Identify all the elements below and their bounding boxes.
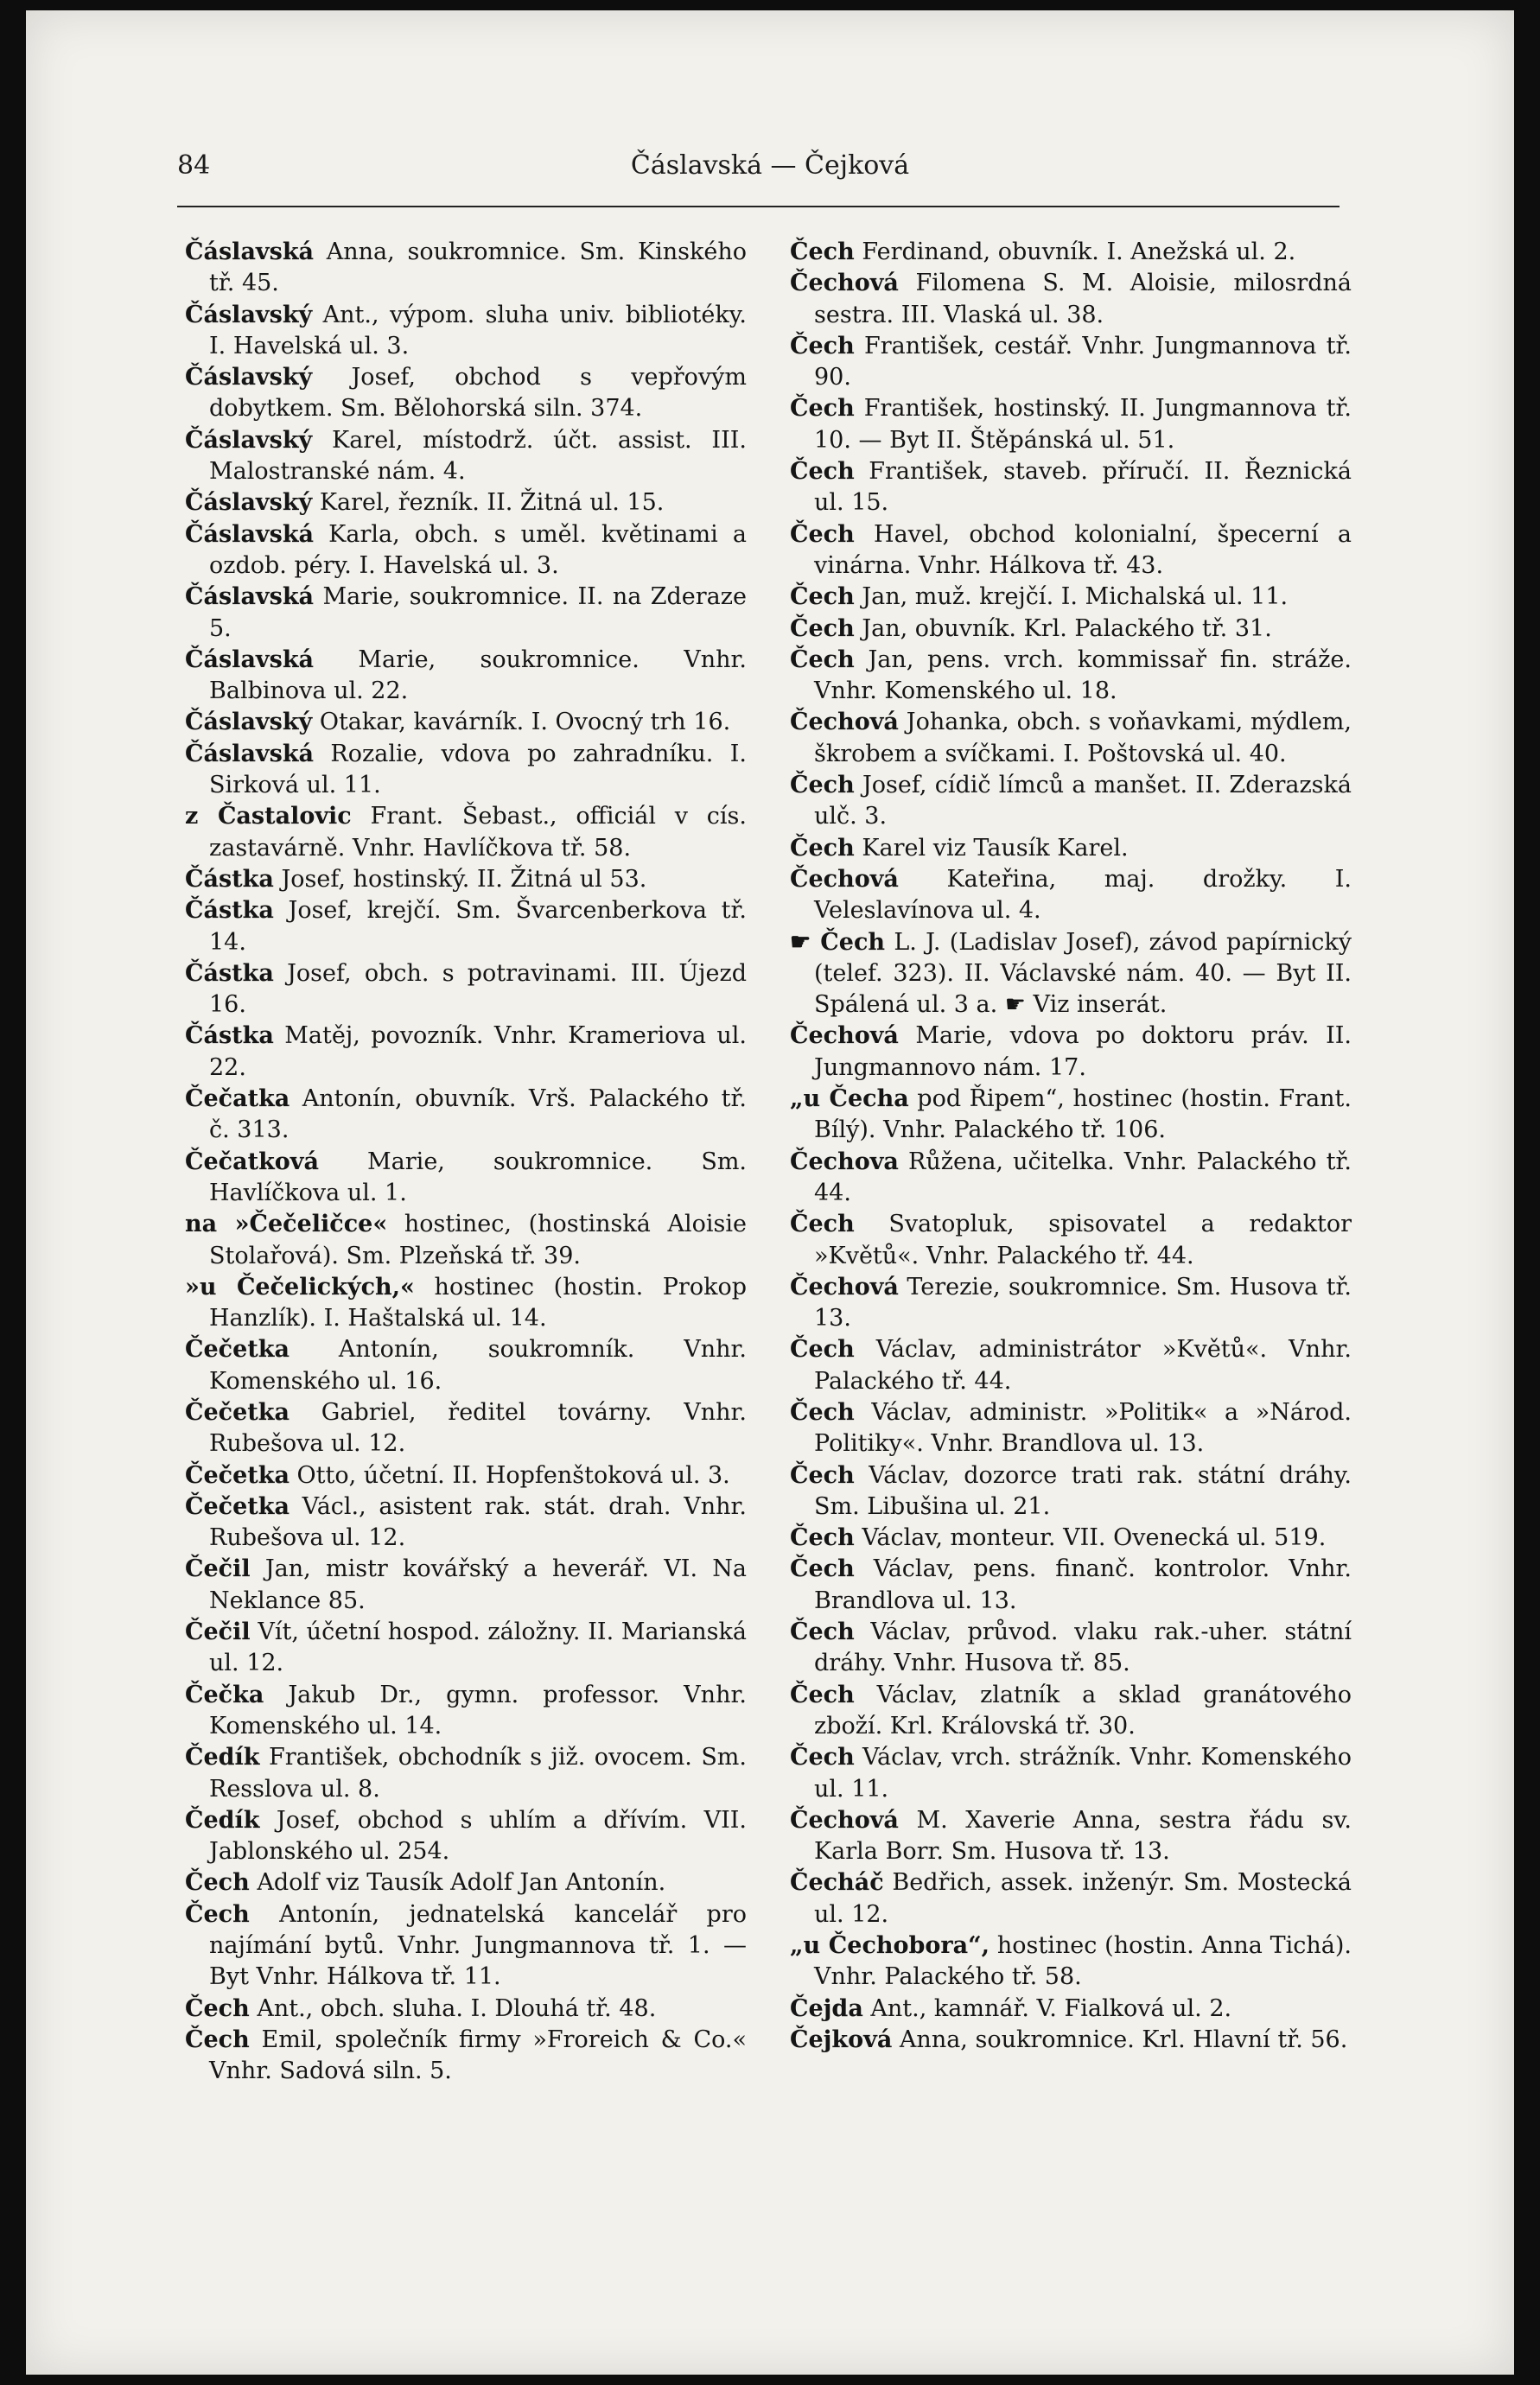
directory-entry	[185, 801, 747, 864]
directory-entry	[185, 1084, 747, 1147]
entry-details: hostinec (hostin. Anna Tichá). Vnhr. Palackého tř. 58.	[814, 1932, 1352, 1991]
entry-surname: Čech	[790, 1619, 855, 1646]
entry-surname: na »Čečeličce«	[185, 1211, 388, 1238]
directory-entry	[790, 1994, 1352, 2025]
entry-details: hostinec, (hostinská Aloisie Stolařová). Sm. Plzeňská tř. 39.	[209, 1211, 747, 1269]
entry-details: Jan, mistr kovářský a heverář. VI. Na Neklance 85.	[209, 1555, 747, 1614]
directory-entry	[185, 1272, 747, 1335]
directory-entry	[185, 864, 747, 895]
entry-details: Václ., asistent rak. stát. drah. Vnhr. Rubešova ul. 12.	[209, 1492, 747, 1552]
entry-surname: Čejda	[790, 1994, 863, 2022]
entry-surname: Čech	[790, 1555, 855, 1583]
entry-details: Ant., výpom. sluha univ. bibliotéky. I. Havelská ul. 3.	[209, 301, 747, 359]
entry-surname: Čech	[790, 1744, 855, 1771]
entry-surname: Čáslavský	[185, 301, 313, 328]
directory-entry	[790, 770, 1352, 833]
entry-surname: Čečatka	[185, 1085, 290, 1113]
entry-details: pod Řipem“, hostinec (hostin. Frant. Bílý). Vnhr. Palackého tř. 106.	[814, 1085, 1352, 1144]
directory-entry	[790, 582, 1352, 613]
entry-details: Josef, krejčí. Sm. Švarcenberkova tř. 14.	[209, 897, 747, 956]
entry-details: Anna, soukromnice. Sm. Kinského tř. 45.	[209, 238, 747, 297]
entry-surname: „u Čechobora“,	[790, 1932, 990, 1960]
entry-surname: Čechova	[790, 1148, 899, 1175]
entry-surname: Čáslavská	[185, 520, 315, 548]
entry-surname: Čech	[790, 772, 855, 799]
entry-surname: Čáslavský	[185, 364, 313, 391]
directory-entry	[790, 707, 1352, 770]
entry-surname: Čech	[185, 1994, 250, 2022]
directory-entry	[185, 1397, 747, 1460]
entry-details: Emil, společník firmy »Froreich & Co.« Vnhr. Sadová siln. 5.	[209, 2026, 747, 2085]
entry-surname: Čech	[790, 646, 855, 673]
directory-entry	[185, 1899, 747, 1994]
directory-entry	[185, 707, 747, 738]
entry-surname: Čechová	[790, 1806, 899, 1834]
directory-entry	[185, 1460, 747, 1491]
entry-surname: Čech	[790, 583, 855, 611]
entry-details: Karel, řezník. II. Žitná ul. 15.	[312, 489, 665, 517]
directory-entry	[790, 237, 1352, 268]
entry-surname: Čech	[790, 1211, 855, 1238]
directory-entry	[185, 1021, 747, 1084]
entry-details: Josef, obchod s vepřovým dobytkem. Sm. Bělohorská siln. 374.	[209, 364, 747, 423]
entry-surname: Čečetka	[185, 1461, 290, 1489]
running-title: Čáslavská — Čejková	[630, 150, 910, 181]
directory-entry	[185, 739, 747, 802]
directory-entry	[790, 1742, 1352, 1805]
left-column	[185, 237, 747, 2293]
entry-surname: Čečka	[185, 1681, 264, 1708]
directory-entry	[185, 1867, 747, 1898]
directory-entry	[790, 1523, 1352, 1554]
entry-surname: Čech	[790, 1336, 855, 1364]
directory-entry	[790, 519, 1352, 582]
entry-details: Marie, soukromnice. II. na Zderaze 5.	[209, 583, 747, 642]
entry-surname: z Častalovic	[185, 803, 352, 830]
entry-details: Ant., obch. sluha. I. Dlouhá tř. 48.	[249, 1994, 657, 2022]
entry-details: Václav, administrátor »Květů«. Vnhr. Palackého tř. 44.	[814, 1336, 1352, 1395]
entry-details: Karel viz Tausík Karel.	[854, 834, 1129, 862]
directory-entry	[790, 1867, 1352, 1930]
entry-details: Josef, obchod s uhlím a dřívím. VII. Jablonského ul. 254.	[209, 1806, 747, 1866]
entry-surname: Čechová	[790, 709, 899, 736]
entry-details: Václav, vrch. strážník. Vnhr. Komenského ul. 11.	[814, 1744, 1352, 1803]
directory-entry	[790, 1272, 1352, 1335]
entry-details: Růžena, učitelka. Vnhr. Palackého tř. 44.	[814, 1148, 1352, 1206]
entry-details: Václav, zlatník a sklad granátového zboží. Krl. Královská tř. 30.	[814, 1681, 1352, 1739]
entry-details: Antonín, jednatelská kancelář pro najímání bytů. Vnhr. Jungmannova tř. 1. — Byt Vnhr. Hálkova tř. 11.	[209, 1900, 747, 1991]
entry-details: Marie, vdova po doktoru práv. II. Jungmannovo nám. 17.	[814, 1022, 1352, 1081]
entry-surname: Čech	[790, 1461, 855, 1489]
entry-details: Ant., kamnář. V. Fialková ul. 2.	[862, 1994, 1232, 2022]
entry-surname: Čečetka	[185, 1492, 290, 1520]
directory-entry	[185, 582, 747, 645]
entry-details: Kateřina, maj. drožky. I. Veleslavínova ul. 4.	[814, 865, 1352, 925]
entry-surname: Čech	[185, 1900, 250, 1928]
entry-details: Havel, obchod kolonialní, špecerní a vinárna. Vnhr. Hálkova tř. 43.	[814, 520, 1352, 579]
entry-details: Gabriel, ředitel továrny. Vnhr. Rubešova ul. 12.	[209, 1398, 747, 1458]
entry-details: Antonín, obuvník. Vrš. Palackého tř. č. 313.	[209, 1085, 747, 1144]
directory-entry	[185, 1209, 747, 1272]
entry-details: Filomena S. M. Aloisie, milosrdná sestra. III. Vlaská ul. 38.	[814, 270, 1352, 328]
entry-surname: Čedík	[185, 1806, 260, 1834]
directory-entry	[185, 1805, 747, 1868]
page-number: 84	[177, 150, 211, 181]
entry-details: Václav, dozorce trati rak. státní dráhy. Sm. Libušina ul. 21.	[814, 1461, 1352, 1520]
entry-details: Terezie, soukromnice. Sm. Husova tř. 13.	[814, 1273, 1352, 1332]
entry-surname: Čech	[790, 332, 855, 359]
entry-details: Josef, cídič límců a manšet. II. Zderazská ulč. 3.	[814, 772, 1352, 830]
entry-surname: Částka	[185, 865, 274, 893]
entry-details: Václav, pens. finanč. kontrolor. Vnhr. Brandlova ul. 13.	[814, 1555, 1352, 1614]
entry-surname: Čechová	[790, 1273, 899, 1301]
entry-details: Vít, účetní hospod. záložny. II. Marianská ul. 12.	[209, 1619, 747, 1677]
directory-entry	[185, 1147, 747, 1210]
entry-details: Otto, účetní. II. Hopfenštoková ul. 3.	[289, 1461, 730, 1489]
entry-surname: Částka	[185, 897, 274, 925]
entry-details: Adolf viz Tausík Adolf Jan Antonín.	[249, 1869, 666, 1897]
directory-entry	[185, 519, 747, 582]
directory-entry	[185, 895, 747, 958]
entry-surname: Čechová	[790, 270, 899, 297]
entry-surname: Čedík	[185, 1744, 260, 1771]
directory-entry	[790, 1930, 1352, 1994]
directory-entry	[185, 1994, 747, 2025]
entry-details: František, cestář. Vnhr. Jungmannova tř. 90.	[814, 332, 1352, 391]
entry-details: Marie, soukromnice. Sm. Havlíčkova ul. 1.	[209, 1148, 747, 1206]
directory-entry	[790, 927, 1352, 1021]
entry-details: Antonín, soukromník. Vnhr. Komenského ul. 16.	[209, 1336, 747, 1395]
entry-details: František, staveb. příručí. II. Řeznická ul. 15.	[814, 458, 1352, 517]
directory-entry	[185, 958, 747, 1021]
directory-entry	[790, 1021, 1352, 1084]
entry-details: Matěj, povozník. Vnhr. Krameriova ul. 22.	[209, 1022, 747, 1081]
entry-surname: Čečil	[185, 1555, 251, 1583]
directory-entry	[790, 1334, 1352, 1397]
entry-surname: Čech	[790, 238, 855, 265]
directory-entry	[790, 1460, 1352, 1523]
entry-surname: Čáslavský	[185, 489, 313, 517]
directory-entry	[790, 833, 1352, 864]
entry-details: Marie, soukromnice. Vnhr. Balbinova ul. 22.	[209, 646, 747, 705]
entry-details: Karel, místodrž. účt. assist. III. Malostranské nám. 4.	[209, 426, 747, 486]
page-header	[26, 140, 1514, 192]
directory-entry	[790, 1680, 1352, 1743]
directory-entry	[185, 645, 747, 708]
entry-surname: Čech	[790, 614, 855, 642]
entry-surname: Čáslavská	[185, 646, 315, 673]
entry-details: Rozalie, vdova po zahradníku. I. Sirková ul. 11.	[209, 740, 747, 799]
entry-surname: Čáslavská	[185, 740, 315, 767]
entry-surname: Čech	[790, 520, 855, 548]
directory-entry	[185, 1554, 747, 1617]
entry-details: Svatopluk, spisovatel a redaktor »Květů«. Vnhr. Palackého tř. 44.	[814, 1211, 1352, 1269]
directory-entry	[790, 1084, 1352, 1147]
directory-entry	[185, 2025, 747, 2088]
entry-surname: Čechová	[790, 865, 899, 893]
directory-entry	[185, 362, 747, 425]
entry-surname: Čech	[790, 1398, 855, 1426]
directory-entry	[185, 1742, 747, 1805]
directory-entry	[185, 1334, 747, 1397]
entry-surname: Čech	[185, 1869, 250, 1897]
entry-surname: Čáslavský	[185, 709, 313, 736]
directory-entry	[790, 645, 1352, 708]
entry-details: Johanka, obch. s voňavkami, mýdlem, škrobem a svíčkami. I. Poštovská ul. 40.	[814, 709, 1352, 767]
entry-surname: Čech	[790, 395, 855, 423]
directory-entry	[185, 487, 747, 518]
directory-entry	[790, 1805, 1352, 1868]
entry-surname: Čečatková	[185, 1148, 319, 1175]
entry-surname: Čech	[790, 458, 855, 486]
entry-surname: »u Čečelických,«	[185, 1273, 415, 1301]
entry-details: Václav, administr. »Politik« a »Národ. Politiky«. Vnhr. Brandlova ul. 13.	[814, 1398, 1352, 1458]
directory-entry	[185, 1680, 747, 1743]
entry-details: Josef, hostinský. II. Žitná ul 53.	[273, 865, 647, 893]
entry-surname: Čáslavská	[185, 583, 315, 611]
entry-details: Jan, muž. krejčí. I. Michalská ul. 11.	[854, 583, 1289, 611]
entry-surname: Čech	[790, 834, 855, 862]
entry-details: M. Xaverie Anna, sestra řádu sv. Karla Borr. Sm. Husova tř. 13.	[814, 1806, 1352, 1866]
entry-details: František, hostinský. II. Jungmannova tř. 10. — Byt II. Štěpánská ul. 51.	[814, 395, 1352, 454]
entry-details: Jakub Dr., gymn. professor. Vnhr. Komenského ul. 14.	[209, 1681, 747, 1739]
entry-details: Karla, obch. s uměl. květinami a ozdob. péry. I. Havelská ul. 3.	[209, 520, 747, 579]
entry-surname: Čáslavský	[185, 426, 313, 454]
entry-surname: Částka	[185, 1022, 274, 1050]
directory-entry	[790, 614, 1352, 645]
entry-surname: Částka	[185, 959, 274, 987]
entry-details: Josef, obch. s potravinami. III. Újezd 16.	[209, 959, 747, 1019]
header-rule	[177, 206, 1340, 207]
directory-entry	[185, 1491, 747, 1555]
entry-surname: Čejková	[790, 2026, 893, 2053]
directory-entry	[790, 2025, 1352, 2056]
directory-entry	[790, 1397, 1352, 1460]
entry-details: Frant. Šebast., officiál v cís. zastavárně. Vnhr. Havlíčkova tř. 58.	[209, 803, 747, 862]
entry-surname: Čech	[790, 1524, 855, 1552]
entry-details: Anna, soukromnice. Krl. Hlavní tř. 56.	[892, 2026, 1348, 2053]
entry-surname: Čech	[185, 2026, 250, 2053]
entry-details: Otakar, kavárník. I. Ovocný trh 16.	[312, 709, 731, 736]
entry-details: hostinec (hostin. Prokop Hanzlík). I. Haštalská ul. 14.	[209, 1273, 747, 1332]
directory-entry	[790, 1147, 1352, 1210]
directory-entry	[185, 425, 747, 488]
entry-details: Jan, pens. vrch. kommissař fin. stráže. Vnhr. Komenského ul. 18.	[814, 646, 1352, 705]
entry-surname: „u Čecha	[790, 1085, 909, 1113]
entry-details: L. J. (Ladislav Josef), závod papírnický (telef. 323). II. Václavské nám. 40. — Byt II. Spálená ul. 3 a. ☛ Viz inserát.	[814, 928, 1352, 1019]
directory-entry	[790, 864, 1352, 927]
directory-entry	[185, 237, 747, 300]
entry-surname: Čečetka	[185, 1398, 290, 1426]
right-column	[790, 237, 1352, 2293]
entry-details: František, obchodník s již. ovocem. Sm. Resslova ul. 8.	[209, 1744, 747, 1803]
entry-surname: Čečetka	[185, 1336, 290, 1364]
entry-surname: Čáslavská	[185, 238, 315, 265]
directory-entry	[790, 1209, 1352, 1272]
entry-details: Václav, průvod. vlaku rak.-uher. státní dráhy. Vnhr. Husova tř. 85.	[814, 1619, 1352, 1677]
directory-entry	[790, 268, 1352, 331]
entry-details: Bedřich, assek. inženýr. Sm. Mostecká ul. 12.	[814, 1869, 1352, 1928]
entry-surname: Čecháč	[790, 1869, 884, 1897]
entry-details: Václav, monteur. VII. Ovenecká ul. 519.	[854, 1524, 1327, 1552]
entry-surname: Čechová	[790, 1022, 899, 1050]
entry-surname: Čečil	[185, 1619, 251, 1646]
entry-details: Ferdinand, obuvník. I. Anežská ul. 2.	[854, 238, 1296, 265]
directory-entry	[790, 1617, 1352, 1680]
directory-entry	[185, 1617, 747, 1680]
directory-entry	[185, 300, 747, 363]
directory-entry	[790, 331, 1352, 394]
directory-page	[26, 10, 1514, 2375]
directory-entry	[790, 393, 1352, 456]
directory-entry	[790, 456, 1352, 519]
entry-surname: ☛ Čech	[790, 928, 886, 956]
directory-entry	[790, 1554, 1352, 1617]
entry-details: Jan, obuvník. Krl. Palackého tř. 31.	[854, 614, 1272, 642]
entry-surname: Čech	[790, 1681, 855, 1708]
